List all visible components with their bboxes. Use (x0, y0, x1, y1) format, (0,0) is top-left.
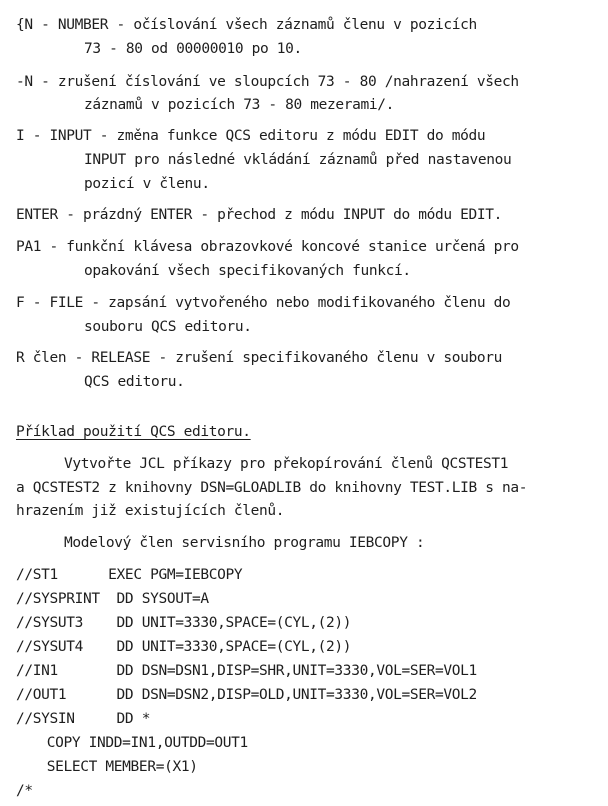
example-intro-line-3: hrazením již existujících členů. (16, 503, 285, 519)
def-pa1-line-2: opakování všech specifikovaných funkcí. (84, 263, 411, 279)
def-file-line-1: F - FILE - zapsání vytvořeného nebo modifikovaného členu do (16, 295, 511, 311)
code-line: //SYSUT3 DD UNIT=3330,SPACE=(CYL,(2)) (16, 615, 352, 631)
def-input-line-2: INPUT pro následné vkládání záznamů před nastavenou (84, 152, 512, 168)
code-line: //OUT1 DD DSN=DSN2,DISP=OLD,UNIT=3330,VOL=SER=VOL2 (16, 687, 477, 703)
def-unnumber-line-1: -N - zrušení číslování ve sloupcích 73 - 80 /nahrazení všech (16, 74, 519, 90)
def-number-line-2: 73 - 80 od 00000010 po 10. (84, 41, 302, 57)
def-input-line-1: I - INPUT - změna funkce QCS editoru z módu EDIT do módu (16, 128, 486, 144)
def-input-line-3: pozicí v členu. (84, 176, 210, 192)
code-line: //SYSPRINT DD SYSOUT=A (16, 591, 209, 607)
def-enter-line-1: ENTER - prázdný ENTER - přechod z módu INPUT do módu EDIT. (16, 207, 503, 223)
code-line: /* (16, 783, 33, 799)
code-line: //IN1 DD DSN=DSN1,DISP=SHR,UNIT=3330,VOL=SER=VOL1 (16, 663, 477, 679)
def-number-line-1: {N - NUMBER - očíslování všech záznamů členu v pozicích (16, 17, 477, 33)
def-release-line-1: R člen - RELEASE - zrušení specifikovaného členu v souboru (16, 350, 503, 366)
example-heading: Příklad použití QCS editoru. (16, 424, 251, 440)
model-member-line: Modelový člen servisního programu IEBCOPY : (64, 535, 425, 551)
def-release-line-2: QCS editoru. (84, 374, 185, 390)
def-unnumber-line-2: záznamů v pozicích 73 - 80 mezerami/. (84, 97, 395, 113)
code-line: COPY INDD=IN1,OUTDD=OUT1 (30, 735, 248, 751)
def-pa1-line-1: PA1 - funkční klávesa obrazovkové koncové stanice určená pro (16, 239, 519, 255)
code-line: SELECT MEMBER=(X1) (30, 759, 198, 775)
code-line: //ST1 EXEC PGM=IEBCOPY (16, 567, 243, 583)
example-intro-line-1: Vytvořte JCL příkazy pro překopírování členů QCSTEST1 (64, 456, 509, 472)
example-intro-line-2: a QCSTEST2 z knihovny DSN=GLOADLIB do knihovny TEST.LIB s na- (16, 480, 528, 496)
code-line: //SYSIN DD * (16, 711, 151, 727)
code-line: //SYSUT4 DD UNIT=3330,SPACE=(CYL,(2)) (16, 639, 352, 655)
def-file-line-2: souboru QCS editoru. (84, 319, 252, 335)
